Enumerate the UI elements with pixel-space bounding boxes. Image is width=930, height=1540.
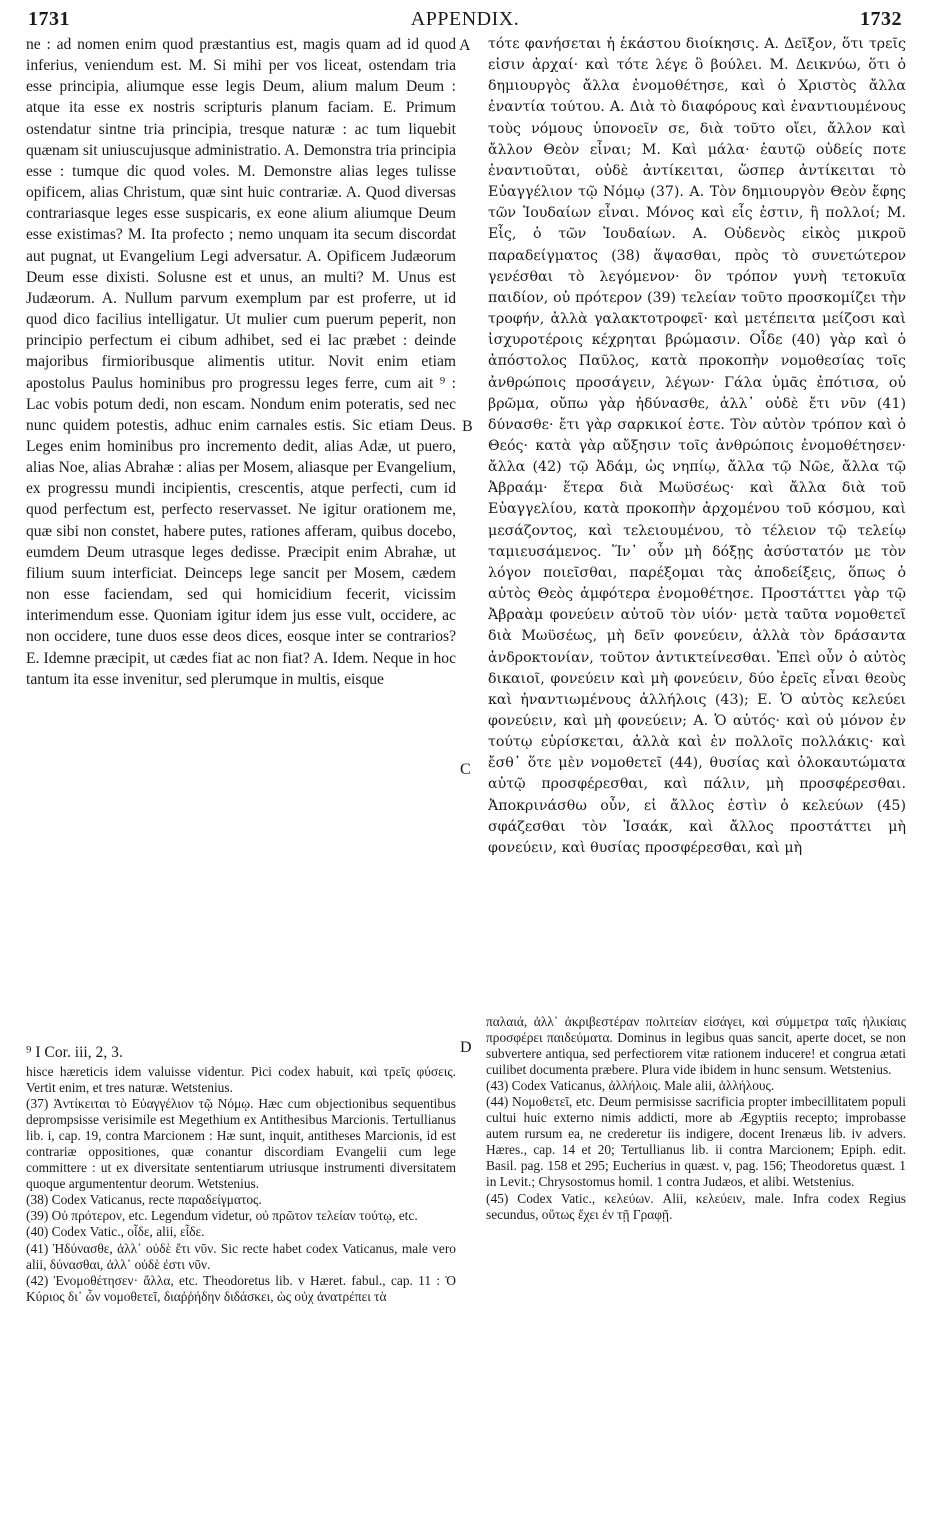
margin-mark-c: C — [460, 761, 471, 778]
footnote: (43) Codex Vaticanus, ἀλλήλοις. Male alii, ἀλλήλους. — [486, 1078, 775, 1094]
footnote: (45) Codex Vatic., κελεύων. Alii, κελεύειν, male. Infra codex Regius secundus, οὕτως ἔχει ἐν τῇ Γραφῇ. — [486, 1190, 906, 1222]
running-title: APPENDIX. — [410, 8, 520, 30]
running-header — [0, 8, 930, 32]
scripture-reference: ⁹ I Cor. iii, 2, 3. — [26, 1044, 123, 1061]
footnote: (40) Codex Vatic., οἶδε, alii, εἶδε. — [26, 1224, 205, 1240]
footnote: (37) Ἀντίκειται τὸ Εὐαγγέλιον τῷ Νόμῳ. Hæc cum objectionibus sequentibus deprompsisse verisimile est Megethium ex Antithesibus Marcionis. Tertullianus lib. i, cap. 19, contra Marcionem : Hæ sunt, inquit, antitheses Marcionis, id est contrariæ oppositiones, quæ conantur discordiam Evangelii cum lege committere : ut ex diversitate sententiarum utriusque instrumenti diversitatem quoque argumententur deorum. Wetstenius. — [26, 1096, 456, 1192]
footnote: hisce hæreticis idem valuisse videntur. Pici codex habuit, καὶ τρεῖς φύσεις. Vertit enim, et tres naturæ. Wetstenius. — [26, 1064, 456, 1096]
footnote: (38) Codex Vaticanus, recte παραδείγματος. — [26, 1192, 262, 1208]
latin-text: ne : ad nomen enim quod præstantius est, magis quam ad id quod inferius, veniendum est. M. Si mihi per vos liceat, ostendam tria esse principia, aliumque esse legis Deum, alium malum Deum : atque ita esse ex nostris scripturis planum faciam. E. Primum ostendatur sintne tria principia, tresque naturæ : ac tum liquebit quænam sit uniuscujusque administratio. A. Demonstra tria principia esse : tumque dic quod voles. M. Demonstre alias leges tulisse opificem, alias Christum, quæ sint huic contrariæ. A. Quod diversas contrariasque leges esse suspicaris, ex eone alium aliumque Deum esse existimas? M. Ita profecto ; nemo unquam ita secum discordat aut pugnat, ut Evangelium Legi adversatur. A. Opificem Judæorum Deum esse dixisti. Solusne est et unus, an multi? M. Unus est Judæorum. A. Nullum parvum exemplum par est proferre, ut id quod dico facilius intelligatur. Ut mulier cum puerum peperit, non principio perfectum ei cibum adhibet, sed ei lac præbet : deinde majoribus firmioribusque alimentis utitur. Novit enim etiam apostolus Paulus hominibus pro progressu leges ferre, cum ait ⁹ : Lac vobis potum dedi, non escam. Nondum enim poteratis, sed nec nunc quidem potestis, adhuc enim carnales estis. Sic etiam Deus. Leges enim hominibus pro incremento dedit, alias Adæ, ut puero, alias Noe, alias Abrahæ : alias per Mosem, aliasque per Evangelium, ex progressu mundi incipientis, crescentis, atque perfecti, cum id quod perfectum est, perfecto reservasset. Ne igitur orationem me, quæ sibi non constet, habere putes, rationes afferam, quibus docebo, eumdem Deum utrasque leges dedisse. Præcipit enim Abrahæ, ut filium suum interficiat. Deinceps lege sancit per Mosem, cædem non esse faciendam, sed qui homicidium fecerit, vicissim interimendum esse. Quoniam igitur idem jus esse vult, occidere, ac non occidere, tune duos esse deos dices, eosque inter se contrarios? E. Idemne præcipit, ut cædes fiat ac non fiat? A. Idem. Neque in hoc tantum ita esse invenitur, sed plerumque in multis, eisque — [26, 36, 456, 688]
footnote: (39) Οὐ πρότερον, etc. Legendum videtur, οὐ πρῶτον τελείαν τούτῳ, etc. — [26, 1208, 418, 1224]
greek-text-column — [488, 34, 906, 859]
page-number-right: 1732 — [860, 8, 902, 30]
page-number-left: 1731 — [28, 8, 70, 30]
margin-mark-d: D — [460, 1039, 472, 1056]
footnote: παλαιά, ἀλλ᾽ ἀκριβεστέραν πολιτείαν εἰσάγει, καὶ σύμμετρα ταῖς ἡλικίαις προσφέρει παιδεύματα. Dominus in legibus quas sancit, aperte docet, se non subvertere antiqua, sed perfectiorem vitæ rationem inducere! et congrua ætati cuilibet documenta præbere. Plura vide ibidem in hunc sensum. Wetstenius. — [486, 1014, 906, 1078]
footnote: (44) Νομοθετεῖ, etc. Deum permisisse sacrificia propter imbecillitatem populi cultui huic externo nimis addicti, more ab Ægyptiis recepto; improbasse autem rursum ea, ne crederetur iis indigere, docent Irenæus lib. iv advers. Hæres., cap. 14 et 20; Tertullianus lib. ii contra Marcionem; Epiph. edit. Basil. pag. 158 et 295; Eucherius in quæst. v, pag. 156; Theodoretus quæst. 1 in Levit.; Chrysostomus homil. 1 contra Judæos, et alibi. Wetstenius. — [486, 1094, 906, 1190]
footnotes-left — [26, 1064, 456, 1305]
footnote: (41) Ἠδύνασθε, ἀλλ᾽ οὐδὲ ἔτι νῦν. Sic recte habet codex Vaticanus, male vero alii, δύνασθαι, ἀλλ᾽ οὐδὲ ἐστι νῦν. — [26, 1240, 456, 1272]
latin-text-column — [26, 34, 456, 690]
margin-mark-a: A — [459, 37, 471, 54]
footnotes-right — [486, 1014, 906, 1223]
margin-mark-b: B — [462, 418, 473, 435]
greek-text: τότε φανήσεται ἡ ἑκάστου διοίκησις. Α. Δεῖξον, ὅτι τρεῖς εἰσιν ἀρχαί· καὶ τότε λέγε ὃ βούλει. Μ. Δεικνύω, ὅτι ὁ δημιουργὸς ἄλλα ἐνομοθέτησε, καὶ ὁ Χριστὸς ἄλλα ἐναντία τούτου. Α. Διὰ τὸ διαφόρους καὶ ἐναντιουμένους τοὺς νόμους ὑπονοεῖν σε, διὰ τοῦτο οἴει, ἄλλον καὶ ἄλλον Θεὸν εἶναι; Μ. Καὶ μάλα· ἑαυτῷ οὐδείς ποτε ἐναντιοῦται, οὐδὲ ἀντίκειται, ὥσπερ ἀντίκειται τὸ Εὐαγγέλιον τῷ Νόμῳ (37). Α. Τὸν δημιουργὸν Θεὸν ἔφης τῶν Ἰουδαίων εἶναι. Μόνος καὶ εἷς ἐστιν, ἢ πολλοί; Μ. Εἷς, ὁ τῶν Ἰουδαίων. Α. Οὐδενὸς εἰκὸς μικροῦ παραδείγματος (38) ἅψασθαι, πρὸς τὸ συνετώτερον γενέσθαι τὸ λεγόμενον· ὃν τρόπον γυνὴ τετοκυῖα παιδίον, οὐ πρότερον (39) τελείαν τοῦτο προσκομίζει τὴν τροφήν, ἀλλὰ γαλακτοτροφεῖ· καὶ μετέπειτα μείζοσι καὶ ἰσχυροτέροις κέχρηται βρώμασιν. Οἶδε (40) γὰρ καὶ ὁ ἀπόστολος Παῦλος, κατὰ προκοπὴν νομοθεσίας τοῖς ἀνθρώποις προσάγειν, λέγων· Γάλα ὑμᾶς ἐπότισα, οὐ βρῶμα, οὔπω γὰρ ἠδύνασθε, ἀλλ᾽ οὐδὲ ἔτι νῦν (41) δύνασθε· ἔτι γὰρ σαρκικοί ἐστε. Τὸν αὐτὸν τρόπον καὶ ὁ Θεός· κατὰ γὰρ αὔξησιν τοῖς ἀνθρώποις ἐνομοθέτησεν· ἄλλα (42) τῷ Ἀδάμ, ὡς νηπίῳ, ἄλλα τῷ Νῶε, ἄλλα τῷ Ἀβραάμ· ἕτερα διὰ Μωϋσέως· καὶ ἄλλα διὰ τοῦ Εὐαγγελίου, κατὰ προκοπὴν ἀρχομένου τοῦ κόσμου, καὶ μεσάζοντος, καὶ τελειουμένου, τὸ τέλειον τῷ τελείῳ ταμιευσάμενος. Ἵν᾽ οὖν μὴ δόξῃς ἀσύστατόν με τὸν λόγον ποιεῖσθαι, παρέξομαι τὰς ἀποδείξεις, ὅπως ὁ αὐτὸς Θεὸς ἀμφότερα ἐνομοθέτησε. Προστάττει γὰρ τῷ Ἀβραὰμ φονεύειν αὐτοῦ τὸν υἱόν· μετὰ ταῦτα νομοθετεῖ διὰ Μωϋσέως, μὴ δεῖν φονεύειν, ἀλλὰ τὸν δράσαντα ἀνδροκτονίαν, τοῦτον ἀντικτείνεσθαι. Ἐπεὶ οὖν ὁ αὐτὸς δικαιοῖ, φονεύειν καὶ μὴ φονεύειν, δύο ἐρεῖς εἶναι θεοὺς καὶ ἠναντιωμένους ἀλλήλοις (43); Ε. Ὁ αὐτὸς κελεύει φονεύειν, καὶ μὴ φονεύειν; Α. Ὁ αὐτός· καὶ οὐ μόνον ἐν τούτῳ εὑρίσκεται, ἀλλὰ καὶ ἐν πολλοῖς πολλάκις· καὶ ἔσθ᾽ ὅτε μὲν νομοθετεῖ (44), θυσίας καὶ ὁλοκαυτώματα αὐτῷ προσφέρεσθαι, καὶ πάλιν, μὴ προσφέρεσθαι. Ἀποκρινάσθω οὖν, εἰ ἄλλος ἐστὶν ὁ κελεύων (45) σφάζεσθαι τὸν Ἰσαάκ, καὶ ἄλλος προστάττει μὴ φονεύειν, καὶ θυσίας προσφέρεσθαι, καὶ μὴ — [488, 36, 906, 856]
footnote: (42) Ἐνομοθέτησεν· ἄλλα, etc. Theodoretus lib. v Hæret. fabul., cap. 11 : Ὁ Κύριος δι᾽ ὧν νομοθετεῖ, διαῤῥήδην διδάσκει, ὡς οὐχ ἀνατρέπει τὰ — [26, 1272, 456, 1304]
